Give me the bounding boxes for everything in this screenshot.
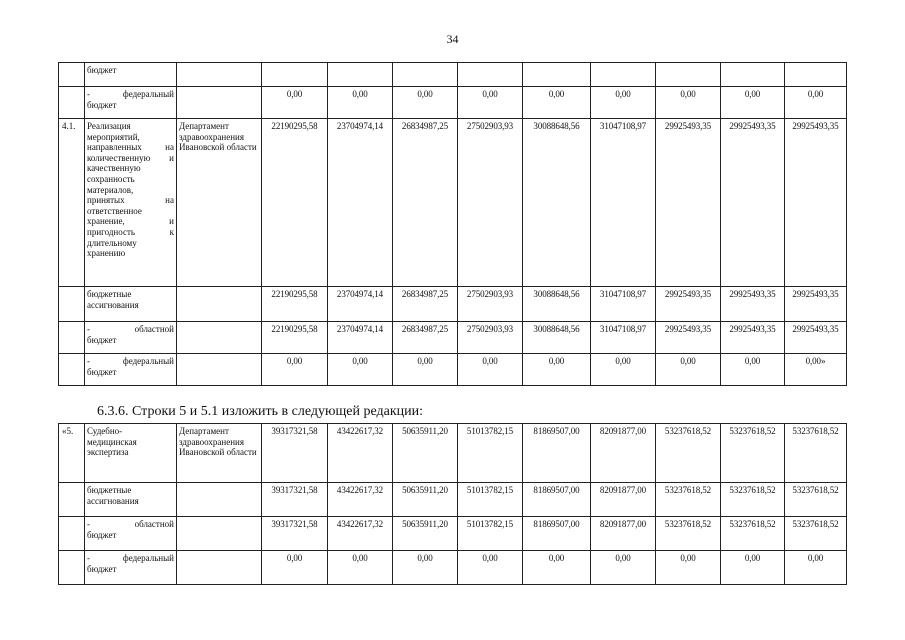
value-cell: 27502903,93 (458, 287, 523, 322)
value-cell: 0,00 (328, 354, 393, 386)
value-cell: 0,00 (393, 551, 458, 585)
row-department (177, 63, 262, 87)
value-cell (262, 63, 328, 87)
value-cell: 0,00 (523, 354, 591, 386)
value-cell: 82091877,00 (591, 483, 656, 517)
row-name-line: бюджетные (87, 485, 132, 495)
row-name (85, 551, 177, 585)
row-index (59, 87, 85, 119)
row-name-line: бюджетные (87, 289, 132, 299)
row-name-line: пригодность к (87, 227, 174, 238)
value-cell: 43422617,32 (328, 517, 393, 551)
table-row (59, 322, 847, 354)
value-cell: 26834987,25 (393, 287, 458, 322)
row-name-line: сохранность (87, 174, 135, 185)
value-cell: 81869507,00 (523, 424, 591, 483)
value-cell: 0,00 (591, 551, 656, 585)
row-index (59, 517, 85, 551)
row-name-line: ассигнования (87, 495, 139, 506)
table-row (59, 287, 847, 322)
row-name-line: - федеральный (87, 553, 174, 563)
value-cell: 31047108,97 (591, 322, 656, 354)
table-row (59, 63, 847, 87)
value-cell: 39317321,58 (262, 517, 328, 551)
row-name (85, 517, 177, 551)
value-cell: 29925493,35 (721, 119, 785, 287)
value-cell: 0,00 (591, 354, 656, 386)
row-index: 4.1. (59, 119, 85, 287)
row-name (85, 354, 177, 386)
value-cell: 53237618,52 (721, 483, 785, 517)
row-name-line: количественную и (87, 152, 174, 163)
row-name (85, 322, 177, 354)
row-name-line: бюджет (87, 529, 117, 540)
row-department (177, 322, 262, 354)
value-cell: 53237618,52 (785, 517, 847, 551)
value-cell: 0,00 (721, 354, 785, 386)
value-cell: 31047108,97 (591, 287, 656, 322)
table-row (59, 551, 847, 585)
value-cell (393, 63, 458, 87)
table-row (59, 87, 847, 119)
row-name-line: экспертиза (87, 447, 129, 458)
value-cell: 43422617,32 (328, 483, 393, 517)
value-cell: 23704974,14 (328, 322, 393, 354)
value-cell: 26834987,25 (393, 322, 458, 354)
value-cell: 29925493,35 (721, 322, 785, 354)
row-name-line: ассигнования (87, 299, 139, 310)
value-cell: 39317321,58 (262, 424, 328, 483)
value-cell: 27502903,93 (458, 119, 523, 287)
value-cell: 0,00 (262, 354, 328, 386)
budget-table-1 (58, 62, 847, 386)
value-cell: 43422617,32 (328, 424, 393, 483)
budget-table-2 (58, 423, 847, 585)
row-name (85, 119, 177, 287)
value-cell: 29925493,35 (656, 287, 721, 322)
row-name-line: Реализация (87, 121, 131, 131)
value-cell: 0,00» (785, 354, 847, 386)
row-name-line: Судебно- (87, 426, 123, 436)
row-name-line: качественную (87, 163, 141, 174)
value-cell: 53237618,52 (785, 424, 847, 483)
page-number: 34 (446, 32, 459, 46)
row-name (85, 424, 177, 483)
value-cell: 82091877,00 (591, 424, 656, 483)
row-name-line: бюджет (87, 99, 117, 110)
row-name-line: - федеральный (87, 89, 174, 99)
value-cell: 0,00 (656, 354, 721, 386)
table-2-body (59, 424, 847, 585)
row-department: Департамент здравоохранения Ивановской области (177, 119, 262, 287)
table-row (59, 424, 847, 483)
row-name-line: ответственное (87, 205, 142, 216)
value-cell: 29925493,35 (656, 119, 721, 287)
value-cell: 0,00 (785, 551, 847, 585)
section-heading: 6.3.6. Строки 5 и 5.1 изложить в следующей редакции: (97, 404, 423, 419)
value-cell: 30088648,56 (523, 287, 591, 322)
value-cell: 0,00 (393, 354, 458, 386)
row-index (59, 63, 85, 87)
row-department (177, 354, 262, 386)
value-cell: 53237618,52 (721, 424, 785, 483)
value-cell: 0,00 (458, 354, 523, 386)
value-cell: 53237618,52 (656, 424, 721, 483)
row-index (59, 551, 85, 585)
row-department (177, 551, 262, 585)
row-name-line: - федеральный (87, 356, 174, 366)
row-name (85, 63, 177, 87)
value-cell: 53237618,52 (721, 517, 785, 551)
row-index: «5. (59, 424, 85, 483)
value-cell: 29925493,35 (656, 322, 721, 354)
value-cell: 0,00 (393, 87, 458, 119)
value-cell: 22190295,58 (262, 287, 328, 322)
row-name-line: бюджет (87, 65, 117, 75)
row-name-line: бюджет (87, 366, 117, 377)
value-cell: 50635911,20 (393, 517, 458, 551)
value-cell: 22190295,58 (262, 322, 328, 354)
row-name-line: длительному (87, 237, 137, 248)
row-name-line: принятых на (87, 195, 174, 206)
table-1-body (59, 63, 847, 386)
row-index (59, 354, 85, 386)
value-cell: 0,00 (656, 87, 721, 119)
table-row (59, 483, 847, 517)
value-cell: 23704974,14 (328, 287, 393, 322)
row-name (85, 287, 177, 322)
value-cell: 0,00 (458, 87, 523, 119)
row-department (177, 87, 262, 119)
value-cell: 51013782,15 (458, 517, 523, 551)
row-department (177, 287, 262, 322)
value-cell: 22190295,58 (262, 119, 328, 287)
row-index (59, 483, 85, 517)
row-name (85, 87, 177, 119)
value-cell (785, 63, 847, 87)
row-name-line: медицинская (87, 436, 137, 447)
value-cell: 0,00 (458, 551, 523, 585)
value-cell: 29925493,35 (785, 119, 847, 287)
value-cell: 0,00 (656, 551, 721, 585)
row-department: Департамент здравоохранения Ивановской области (177, 424, 262, 483)
value-cell (721, 63, 785, 87)
table-row (59, 354, 847, 386)
row-name-line: материалов, (87, 184, 134, 195)
value-cell: 29925493,35 (785, 287, 847, 322)
row-name-line: бюджет (87, 563, 117, 574)
row-department (177, 517, 262, 551)
value-cell: 51013782,15 (458, 483, 523, 517)
value-cell: 0,00 (523, 87, 591, 119)
table-row (59, 517, 847, 551)
value-cell: 50635911,20 (393, 424, 458, 483)
value-cell: 81869507,00 (523, 483, 591, 517)
value-cell (328, 63, 393, 87)
value-cell: 82091877,00 (591, 517, 656, 551)
row-name-line: хранению (87, 248, 126, 259)
value-cell: 53237618,52 (656, 483, 721, 517)
row-name-line: хранение, и (87, 216, 174, 227)
value-cell: 51013782,15 (458, 424, 523, 483)
value-cell: 29925493,35 (721, 287, 785, 322)
value-cell: 26834987,25 (393, 119, 458, 287)
value-cell: 23704974,14 (328, 119, 393, 287)
value-cell: 0,00 (328, 87, 393, 119)
row-name-line: направленных на (87, 142, 174, 153)
value-cell: 30088648,56 (523, 119, 591, 287)
value-cell: 0,00 (591, 87, 656, 119)
value-cell: 0,00 (328, 551, 393, 585)
row-name-line: бюджет (87, 334, 117, 345)
row-index (59, 322, 85, 354)
value-cell: 0,00 (523, 551, 591, 585)
value-cell: 53237618,52 (785, 483, 847, 517)
value-cell (458, 63, 523, 87)
row-department (177, 483, 262, 517)
value-cell: 0,00 (721, 87, 785, 119)
value-cell: 50635911,20 (393, 483, 458, 517)
value-cell: 39317321,58 (262, 483, 328, 517)
value-cell (591, 63, 656, 87)
value-cell (523, 63, 591, 87)
value-cell: 53237618,52 (656, 517, 721, 551)
value-cell: 29925493,35 (785, 322, 847, 354)
row-name-line: мероприятий, (87, 131, 140, 142)
row-name-line: - областной (87, 519, 174, 529)
value-cell: 0,00 (721, 551, 785, 585)
value-cell: 0,00 (262, 87, 328, 119)
value-cell: 30088648,56 (523, 322, 591, 354)
value-cell: 0,00 (262, 551, 328, 585)
value-cell: 81869507,00 (523, 517, 591, 551)
row-name-line: - областной (87, 324, 174, 334)
value-cell (656, 63, 721, 87)
row-name (85, 483, 177, 517)
value-cell: 31047108,97 (591, 119, 656, 287)
value-cell: 27502903,93 (458, 322, 523, 354)
value-cell: 0,00 (785, 87, 847, 119)
row-index (59, 287, 85, 322)
table-row (59, 119, 847, 287)
